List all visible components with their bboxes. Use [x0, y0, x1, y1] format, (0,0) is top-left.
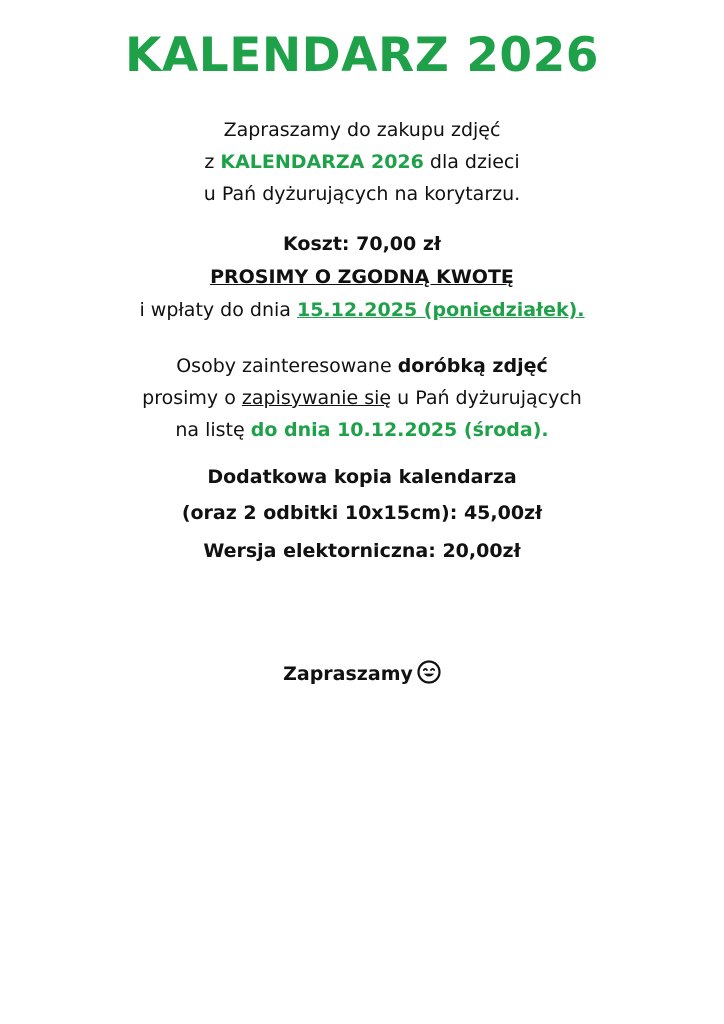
signup-deadline: do dnia 10.12.2025 (środa). [250, 419, 549, 441]
closing-section [0, 656, 724, 692]
payment-deadline [0, 294, 724, 327]
extra-line-2 [0, 382, 724, 414]
extra-photos-section [0, 350, 724, 446]
extra-line-1-prefix: Osoby zainteresowane [176, 355, 398, 377]
extra-line-2-suffix: u Pań dyżurujących [391, 387, 582, 409]
signup-underline: zapisywanie się [241, 387, 392, 409]
electronic-version-price: Wersja elektorniczna: 20,00zł [203, 540, 521, 562]
additional-copy-line-1: Dodatkowa kopia kalendarza [207, 466, 517, 488]
smiley-face-icon [417, 660, 441, 684]
intro-line-2 [0, 146, 724, 178]
electronic-version-section [0, 535, 724, 567]
extra-line-2-prefix: prosimy o [142, 387, 242, 409]
closing-line [0, 656, 724, 692]
closing-text: Zapraszamy [283, 663, 413, 685]
extra-line-3-prefix: na listę [175, 419, 251, 441]
price-label: Koszt: 70,00 zł [283, 233, 441, 255]
intro-paragraph [0, 114, 724, 210]
intro-line-2-prefix: z [204, 151, 221, 173]
additional-copy-section [0, 459, 724, 531]
additional-copy-line-2: (oraz 2 odbitki 10x15cm): 45,00zł [181, 502, 543, 524]
payment-deadline-date: 15.12.2025 (poniedziałek). [296, 299, 585, 321]
intro-line-3: u Pań dyżurujących na korytarzu. [203, 183, 521, 205]
extra-photos-bold: doróbką zdjęć [397, 355, 548, 377]
cost-section [0, 228, 724, 327]
extra-line-3 [0, 414, 724, 446]
intro-line-1: Zapraszamy do zakupu zdjęć [223, 119, 501, 141]
exact-amount-notice: PROSIMY O ZGODNĄ KWOTĘ [210, 266, 514, 288]
extra-line-1 [0, 350, 724, 382]
page-title: KALENDARZ 2026 [124, 28, 600, 83]
payment-deadline-prefix: i wpłaty do dnia [139, 299, 297, 321]
calendar-highlight: KALENDARZA 2026 [220, 151, 424, 173]
intro-line-2-suffix: dla dzieci [423, 151, 520, 173]
